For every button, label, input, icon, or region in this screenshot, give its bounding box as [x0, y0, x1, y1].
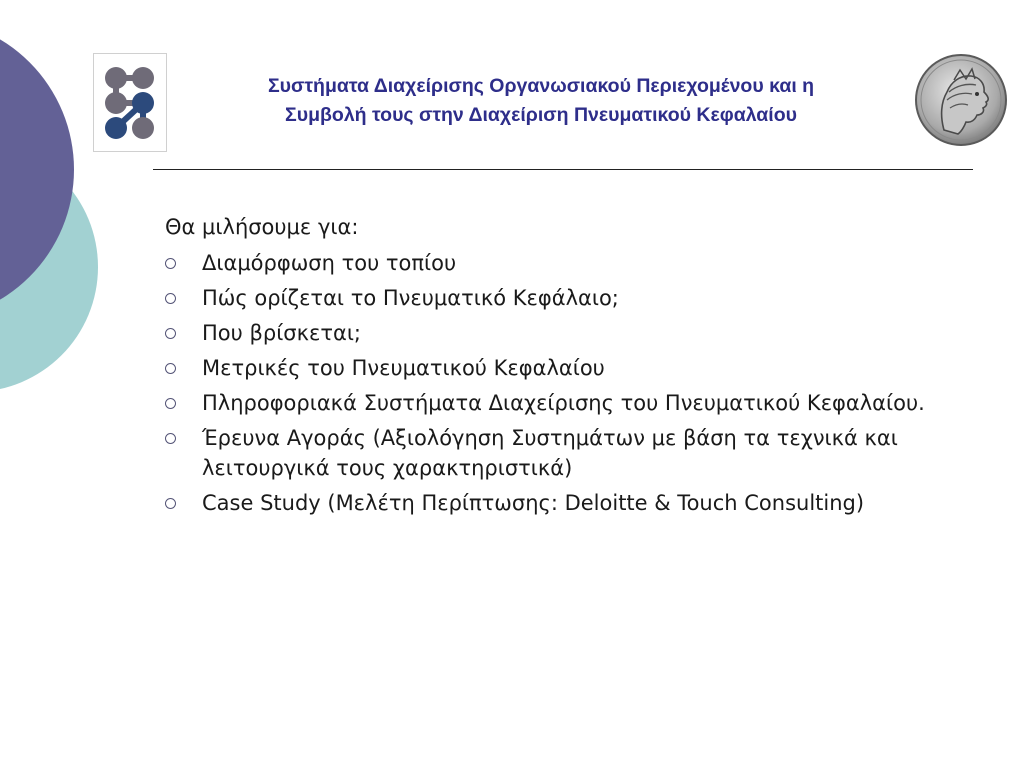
list-item: [165, 488, 925, 518]
list-item-text: Έρευνα Αγοράς (Αξιολόγηση Συστημάτων με βάση τα τεχνικά και λειτουργικά τους χαρακτηριστικά): [202, 426, 898, 480]
ancient-coin-head-icon: [914, 52, 1008, 148]
hollow-circle-bullet-icon: [165, 398, 176, 409]
list-item-text: Μετρικές του Πνευματικού Κεφαλαίου: [202, 356, 605, 380]
slide-title-line-2: Συμβολή τους στην Διαχείριση Πνευματικού Κεφαλαίου: [285, 104, 797, 126]
slide-title-line-1: Συστήματα Διαχείρισης Οργανωσιακού Περιεχομένου και η: [267, 75, 815, 97]
hollow-circle-bullet-icon: [165, 433, 176, 444]
hollow-circle-bullet-icon: [165, 328, 176, 339]
intro-text: Θα μιλήσουμε για:: [165, 215, 359, 239]
list-item-text: Πληροφοριακά Συστήματα Διαχείρισης του Πνευματικού Κεφαλαίου.: [202, 391, 925, 415]
list-item-text: Διαμόρφωση του τοπίου: [202, 251, 457, 275]
hollow-circle-bullet-icon: [165, 258, 176, 269]
list-item: [165, 353, 925, 383]
network-dots-logo-icon: [93, 53, 167, 152]
list-item: [165, 283, 925, 313]
hollow-circle-bullet-icon: [165, 498, 176, 509]
bullet-list: [165, 248, 925, 523]
list-item-text: Case Study (Μελέτη Περίπτωσης: Deloitte & Touch Consulting): [202, 491, 865, 515]
list-item-text: Πώς ορίζεται το Πνευματικό Κεφάλαιο;: [202, 286, 619, 310]
list-item: [165, 248, 925, 278]
list-item: [165, 318, 925, 348]
hollow-circle-bullet-icon: [165, 363, 176, 374]
hollow-circle-bullet-icon: [165, 293, 176, 304]
list-item: [165, 423, 925, 483]
list-item: [165, 388, 925, 418]
slide-title: [170, 72, 912, 130]
list-item-text: Που βρίσκεται;: [202, 321, 362, 345]
title-divider: [153, 169, 973, 170]
